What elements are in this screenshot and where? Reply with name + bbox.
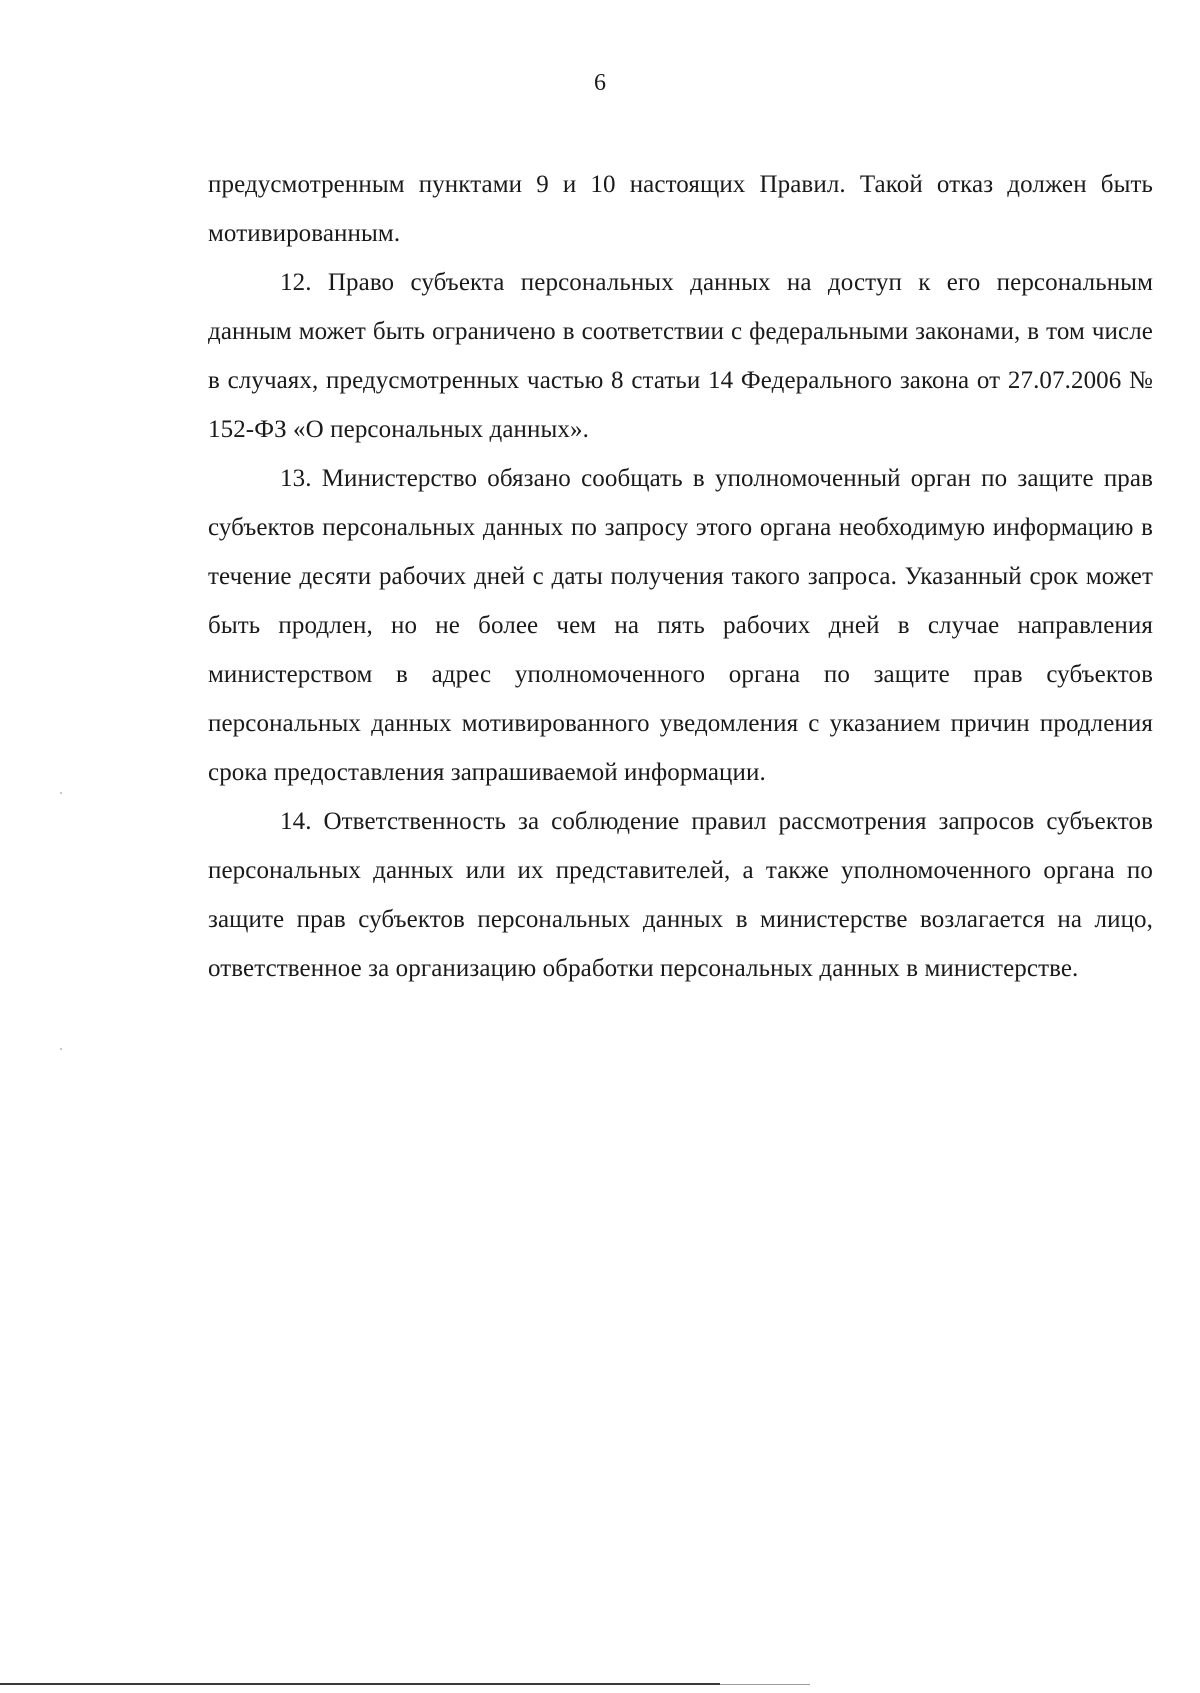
scan-edge-line: [0, 1683, 720, 1685]
document-body: [208, 160, 1153, 993]
paragraph-14: 14. Ответственность за соблюдение правил рассмотрения запросов субъектов персональных данных или их представителей, а также уполномоченного органа по защите прав субъектов персональных данных в министерстве возлагается на лицо, ответственное за организацию обработки персональных данных в министерстве.: [208, 808, 1153, 982]
paragraph-continuation: предусмотренным пунктами 9 и 10 настоящих Правил. Такой отказ должен быть мотивированным.: [208, 171, 1153, 247]
page-number: 6: [594, 70, 606, 96]
scan-speck: [60, 1048, 62, 1050]
paragraph-12: 12. Право субъекта персональных данных на доступ к его персональным данным может быть ограничено в соответствии с федеральными законами, в том числе в случаях, предусмотренных частью 8 статьи 14 Федерального закона от 27.07.2006 № 152-ФЗ «О персональных данных».: [208, 269, 1153, 443]
paragraph-13: 13. Министерство обязано сообщать в уполномоченный орган по защите прав субъектов персональных данных по запросу этого органа необходимую информацию в течение десяти рабочих дней с даты получения такого запроса. Указанный срок может быть продлен, но не более чем на пять рабочих дней в случае направления министерством в адрес уполномоченного органа по защите прав субъектов персональных данных мотивированного уведомления с указанием причин продления срока предоставления запрашиваемой информации.: [208, 465, 1153, 786]
scan-speck: [60, 792, 62, 794]
scan-edge-line-faint: [720, 1684, 810, 1685]
